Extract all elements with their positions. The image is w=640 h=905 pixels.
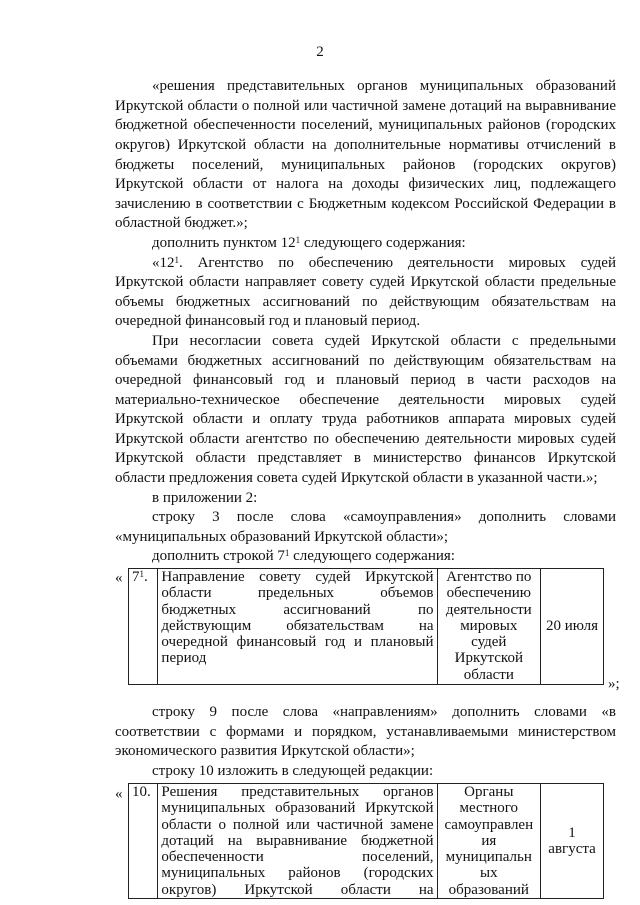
table-row-7-1 — [128, 568, 604, 685]
table-row-10 — [128, 783, 604, 899]
open-quote: « — [115, 786, 123, 802]
page-number: 2 — [316, 44, 324, 60]
row-description: Решения представительных органов муниципальных образований Иркутской области о полной или частичной замене дотаций на выравнивание бюджетной обеспеченности поселений, муниципальных районов (городских округов) Иркутской области на — [158, 784, 437, 899]
row-responsible: Агентство по обеспечению деятельности мировых судей Иркутской области — [437, 569, 541, 685]
disagree-line: Иркутской области агентство по обеспечению деятельности мировых судей — [115, 431, 616, 447]
row-date: 1 августа — [541, 784, 604, 899]
para1-line: бюджетной обеспеченности поселений, муниципальных районов (городских — [115, 117, 616, 133]
row-date: 20 июля — [541, 569, 604, 685]
para1-line: областной бюджет.»; — [115, 215, 248, 231]
para1-line: Иркутской области о полной или частичной замене дотаций на выравнивание — [115, 98, 616, 114]
row10-line: строку 10 изложить в следующей редакции: — [152, 763, 434, 779]
disagree-line: объемами бюджетных ассигнований по действующим обязательствам на — [115, 353, 616, 369]
disagree-line: очередной финансовый год и плановый период в части расходов на — [115, 372, 616, 388]
add-point-line: дополнить пунктом $12^1$ следующего содержания: — [152, 235, 466, 251]
para1-line: «решения представительных органов муниципальных образований — [152, 78, 616, 94]
row-number: $7^1$. — [129, 569, 158, 685]
row-description: Направление совету судей Иркутской области предельных объемов бюджетных ассигнований по действующим обязательствам на очередной финансовый год и плановый период — [158, 569, 437, 685]
row3-line: строку 3 после слова «самоуправления» дополнить словами — [152, 509, 616, 525]
point-12-1-line: объемы бюджетных ассигнований по действующим обязательствам на — [115, 294, 616, 310]
row3-line: «муниципальных образований Иркутской области»; — [115, 529, 449, 545]
point-12-1-line: «$12^1$. Агентство по обеспечению деятельности мировых судей — [152, 255, 616, 271]
row9-line: соответствии с формами и порядком, устанавливаемыми министерством — [115, 724, 616, 740]
para1-line: округов) Иркутской области на дополнительные нормативы отчислений в — [115, 137, 616, 153]
point-12-1-line: очередной финансовый год и плановый период. — [115, 313, 421, 329]
para1-line: Иркутской области от налога на доходы физических лиц, подлежащего — [115, 176, 616, 192]
row9-line: экономического развития Иркутской области»; — [115, 743, 415, 759]
disagree-line: Иркутской области и оплату труда работников аппарата мировых судей — [115, 411, 616, 427]
row-responsible: Органы местного самоуправлен ия муниципальн ых образований — [437, 784, 541, 899]
disagree-line: материально-техническое обеспечение деятельности мировых судей — [115, 392, 616, 408]
appendix-line: в приложении 2: — [152, 490, 258, 506]
open-quote: « — [115, 570, 123, 586]
close-quote: »; — [608, 676, 620, 692]
row-number: 10. — [129, 784, 158, 899]
disagree-line: области предложения совета судей Иркутской области в указанной части.»; — [115, 470, 598, 486]
disagree-line: Иркутской области представляет в министерство финансов Иркутской — [115, 450, 616, 466]
para1-line: бюджеты поселений, муниципальных районов (городских округов) — [115, 157, 616, 173]
add-row-line: дополнить строкой $7^1$ следующего содержания: — [152, 548, 455, 564]
disagree-line: При несогласии совета судей Иркутской области с предельными — [152, 333, 616, 349]
point-12-1-line: Иркутской области направляет совету судей Иркутской области предельные — [115, 274, 616, 290]
para1-line: зачислению в соответствии с Бюджетным кодексом Российской Федерации в — [115, 196, 616, 212]
row9-line: строку 9 после слова «направлениям» дополнить словами «в — [152, 704, 616, 720]
